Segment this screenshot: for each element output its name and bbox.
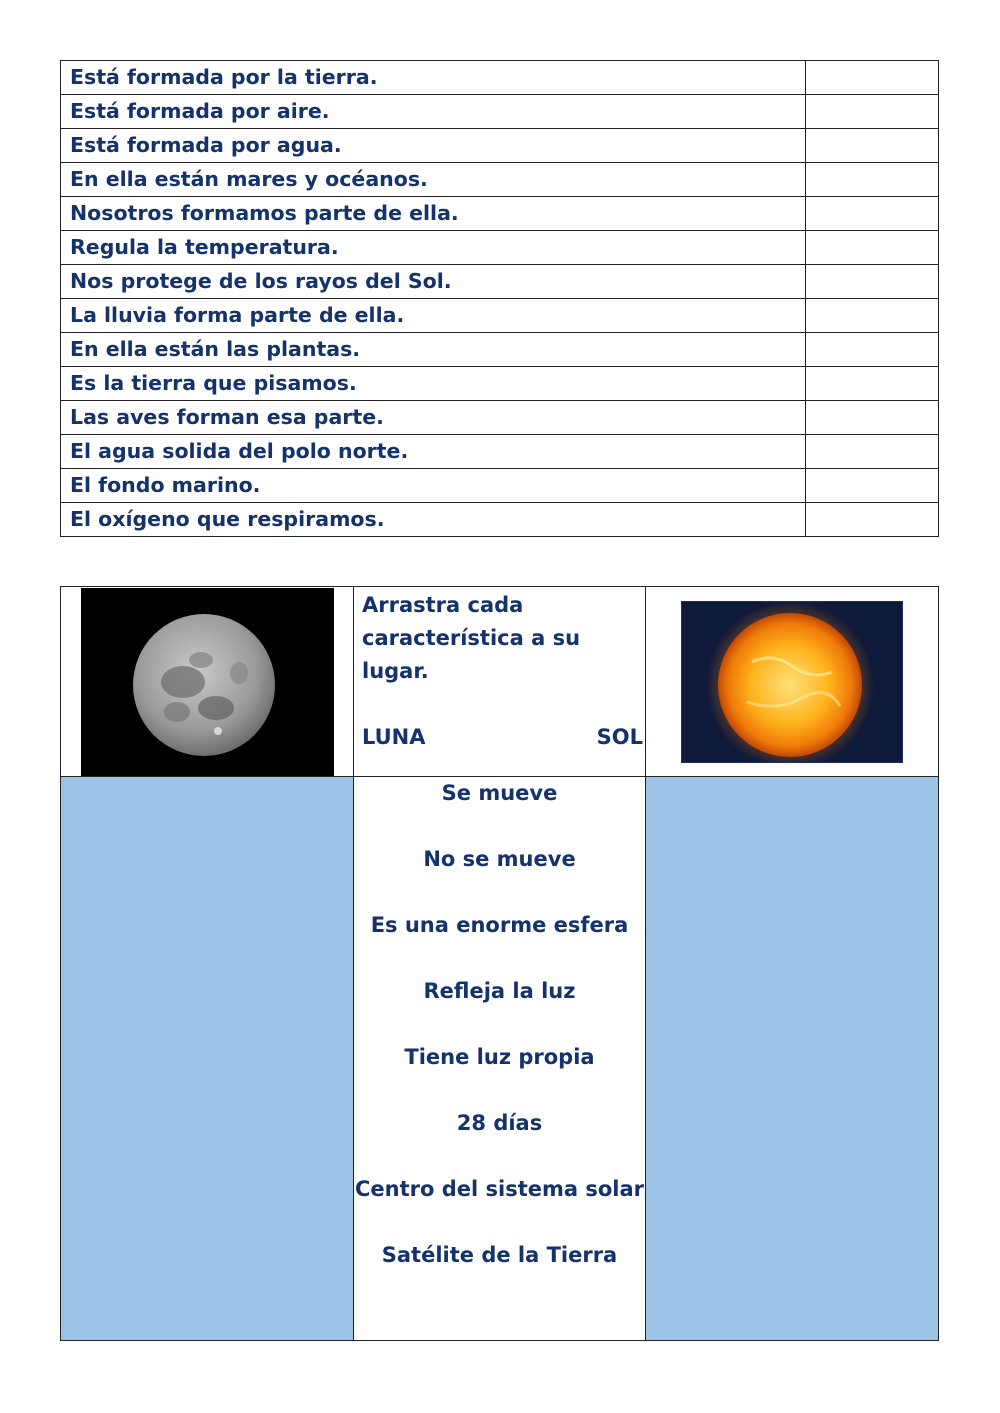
statement-text: Nos protege de los rayos del Sol. xyxy=(61,265,806,299)
table-row xyxy=(61,503,939,537)
label-sol: SOL xyxy=(596,725,643,749)
draggable-item[interactable]: Centro del sistema solar xyxy=(354,1177,645,1201)
statement-text: Las aves forman esa parte. xyxy=(61,401,806,435)
sun-icon xyxy=(682,602,902,762)
answer-cell[interactable] xyxy=(806,299,939,333)
table-row xyxy=(61,129,939,163)
answer-cell[interactable] xyxy=(806,367,939,401)
answer-cell[interactable] xyxy=(806,469,939,503)
moon-icon xyxy=(81,588,334,776)
draggable-item[interactable]: Es una enorme esfera xyxy=(370,913,629,937)
table-row xyxy=(61,95,939,129)
table-row xyxy=(61,435,939,469)
draggable-items xyxy=(354,777,645,1340)
table-row xyxy=(61,299,939,333)
answer-cell[interactable] xyxy=(806,265,939,299)
statement-text: Está formada por agua. xyxy=(61,129,806,163)
answer-cell[interactable] xyxy=(806,197,939,231)
draggable-item[interactable]: Se mueve xyxy=(441,781,558,805)
instruction-text: Arrastra cada característica a su lugar. xyxy=(362,593,581,683)
table-row xyxy=(61,367,939,401)
answer-cell[interactable] xyxy=(806,129,939,163)
draggable-item[interactable]: Refleja la luz xyxy=(423,979,576,1003)
instructions xyxy=(362,589,645,777)
sun-image xyxy=(681,601,903,763)
classification-table xyxy=(60,60,939,537)
statement-text: El fondo marino. xyxy=(61,469,806,503)
statement-text: Regula la temperatura. xyxy=(61,231,806,265)
table-row xyxy=(61,197,939,231)
answer-cell[interactable] xyxy=(806,503,939,537)
statement-text: El oxígeno que respiramos. xyxy=(61,503,806,537)
moon-sun-activity xyxy=(60,586,939,1341)
table-row xyxy=(61,401,939,435)
luna-drop-zone[interactable] xyxy=(61,777,353,1340)
statement-text: En ella están mares y océanos. xyxy=(61,163,806,197)
label-luna: LUNA xyxy=(362,725,426,749)
table-row xyxy=(61,163,939,197)
statement-text: Está formada por la tierra. xyxy=(61,61,806,95)
table-row xyxy=(61,265,939,299)
answer-cell[interactable] xyxy=(806,435,939,469)
draggable-item[interactable]: No se mueve xyxy=(423,847,576,871)
answer-cell[interactable] xyxy=(806,61,939,95)
answer-cell[interactable] xyxy=(806,231,939,265)
statement-text: En ella están las plantas. xyxy=(61,333,806,367)
moon-image xyxy=(81,588,334,776)
statement-text: El agua solida del polo norte. xyxy=(61,435,806,469)
draggable-item[interactable]: 28 días xyxy=(456,1111,543,1135)
statement-text: Está formada por aire. xyxy=(61,95,806,129)
statement-text: Nosotros formamos parte de ella. xyxy=(61,197,806,231)
statement-text: La lluvia forma parte de ella. xyxy=(61,299,806,333)
answer-cell[interactable] xyxy=(806,95,939,129)
draggable-item[interactable]: Satélite de la Tierra xyxy=(381,1243,618,1267)
statement-text: Es la tierra que pisamos. xyxy=(61,367,806,401)
answer-cell[interactable] xyxy=(806,163,939,197)
draggable-item[interactable]: Tiene luz propia xyxy=(404,1045,595,1069)
answer-cell[interactable] xyxy=(806,333,939,367)
table-row xyxy=(61,333,939,367)
answer-cell[interactable] xyxy=(806,401,939,435)
sol-drop-zone[interactable] xyxy=(646,777,938,1340)
table-row xyxy=(61,231,939,265)
table-row xyxy=(61,61,939,95)
table-row xyxy=(61,469,939,503)
